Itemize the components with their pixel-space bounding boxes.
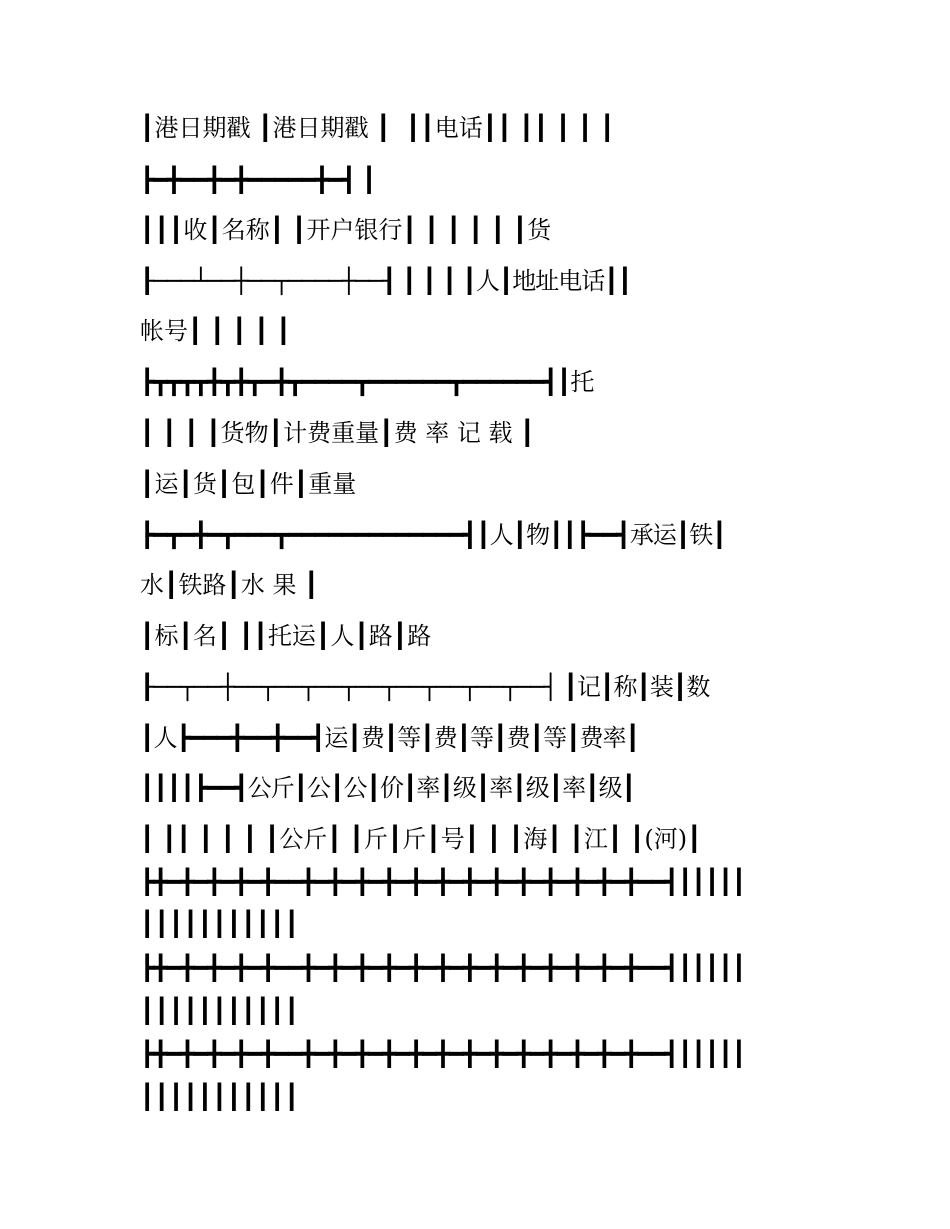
form-line-water-rail-fruit: 水┃铁路┃水 果 ┃ xyxy=(140,571,319,599)
form-line-goods-weight-rate: ┃ ┃ ┃ ┃货物┃计费重量┃费 率 记 载 ┃ xyxy=(140,419,535,447)
form-line-mark-name-route: ┃标┃名┃ ┃┃托运┃人┃路┃路 xyxy=(140,622,432,650)
form-line-address-phone: ┠───┴──┼──┬────┼──┨ ┃ ┃ ┃ ┃人┃地址电话┃┃ xyxy=(140,267,632,295)
form-line-carrier-rail: ┣━┳━╋━┳━━━┳━━━━━━━━━━━━━┫┃人┃物┃┃┣━━┫承运┃铁┃ xyxy=(140,521,726,549)
form-line-kg-price-level: ┃┃┃┃┣━━┫公斤┃公┃公┃价┃率┃级┃率┃级┃率┃级┃ xyxy=(140,774,636,802)
table-cells-row: ┃┃┃┃┃┃┃┃┃┃┃ xyxy=(140,910,299,938)
table-rule: ┣╋━╋━╋━╋━╋━━╋━╋━╋━╋━╋━╋━╋━╋━╋━╋━╋━╋━╋━━┫┃┃┃┃┃ xyxy=(140,954,746,982)
form-line-port-date-stamp: ┃港日期戳 ┃港日期戳 ┃ ┃┃电话┃┃ ┃┃ ┃ ┃ ┃ xyxy=(140,114,615,142)
form-line-shipper: ┣┳┳┳┳╋┳╋┳━╋┳━━━━┳━━━━━━┳━━━━━━┫┃托 xyxy=(140,368,594,396)
table-rule: ┣╋━╋━╋━╋━╋━━╋━╋━╋━╋━╋━╋━╋━╋━╋━╋━╋━╋━╋━━┫┃┃┃┃┃ xyxy=(140,868,746,896)
table-rule: ┣╋━╋━╋━╋━╋━━╋━╋━╋━╋━╋━╋━╋━╋━╋━╋━╋━╋━╋━━┫┃┃┃┃┃ xyxy=(140,1040,746,1068)
form-line-mark-quantity: ┠──┬──┼──┬──┬──┬──┬──┬──┬──┬──┤ ┃记┃称┃装┃数 xyxy=(140,673,710,701)
form-line-freight-class-rate: ┃人┣━━━╋━━╋━━┫运┃费┃等┃费┃等┃费┃等┃费率┃ xyxy=(140,724,639,752)
form-line-account-number: 帐号┃ ┃ ┃ ┃ ┃ xyxy=(140,317,291,345)
table-cells-row: ┃┃┃┃┃┃┃┃┃┃┃ xyxy=(140,1083,299,1111)
table-rule: ┣━╋━━╋━╋━━━━━╋━┫ ┃ xyxy=(140,166,376,194)
form-line-sea-river: ┃ ┃┃ ┃ ┃ ┃ ┃公斤┃ ┃斤┃斤┃号┃ ┃ ┃海┃ ┃江┃ ┃(河)┃ xyxy=(140,825,702,853)
form-line-package-weight: ┃运┃货┃包┃件┃重量 xyxy=(140,470,357,498)
table-cells-row: ┃┃┃┃┃┃┃┃┃┃┃ xyxy=(140,997,299,1025)
form-line-receiver-bank: ┃┃┃收┃名称┃ ┃开户银行┃ ┃ ┃ ┃ ┃ ┃货 xyxy=(140,216,552,244)
